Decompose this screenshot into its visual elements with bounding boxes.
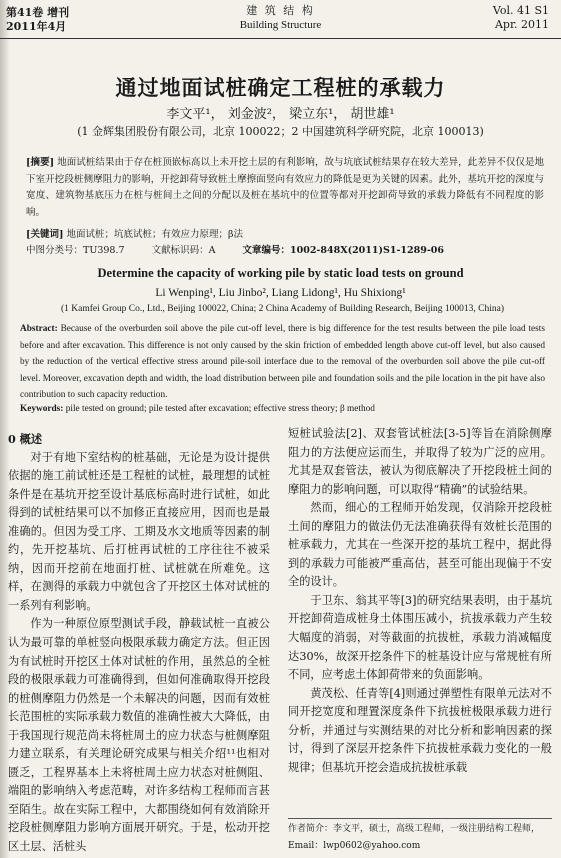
body-paragraph: 作为一种原位原型测试手段，静载试桩一直被公认为最可靠的单桩竖向极限承载力确定方法。但正因为有试桩时开挖区土体对试桩的作用，虽然总的全桩段的极限承载力可准确得到，但如何准确取得开挖段的桩侧摩阻力仍然是一个未解决的问题，因而有效桩长范围桩的实际承载力数值的准确性被大大降低，由于我国现行规范尚未将桩周土的应力状态与桩侧摩阻力建立联系，有关理论研究成果与相关介绍¹¹也相对匮乏，工程界基本上未将桩周土应力状态对桩侧阻、端阻的影响纳入考虑范畴，对许多结构工程师而言甚至陌生。故在实际工程中，大都围绕如何有效消除开挖段桩侧摩阻力影响方面展开研究。于是，松动开挖区土层、活桩头 — [8, 617, 270, 854]
english-title: Determine the capacity of working pile by static load tests on ground — [97, 266, 464, 280]
body-paragraph: 黄茂松、任青等[4]则通过弹塑性有限单元法对不同开挖宽度和理置深度条件下抗拔桩极限承载力进行分析，并通过与实测结果的对比分析和影响因素的探讨，得到了深层开挖条件下抗拔桩承载力变化的一般规律；但基坑开挖会造成抗拔桩承载 — [288, 686, 552, 774]
document-code: 文献标识码：A — [151, 245, 216, 256]
english-abstract — [20, 321, 545, 404]
body-paragraph: 对于有地下室结构的桩基础，无论是为设计提供依据的施工前试桩还是工程桩的试桩，最理想的试桩条件是在基坑开挖至设计基底标高时进行试桩，如此得到的试桩结果可以不加修正直接应用，因而也是最准确的。但因为受工序、工期及水文地质等因素的制约，先开挖基坑、后打桩再试桩的工序往往不被采纳，因而开挖前在地面打桩、试桩就在所难免。这样，在测得的承载力中就包含了开挖区土体对试桩的一系列有利影响。 — [8, 450, 270, 612]
english-keywords — [20, 404, 545, 414]
english-keywords-label: Keywords: — [20, 404, 64, 414]
abstract-cn-label: [摘要] — [26, 157, 55, 168]
keywords-cn — [26, 226, 544, 240]
date-cn: 2011年4月 — [6, 20, 67, 33]
clc-number: 中图分类号：TU398.7 — [26, 245, 125, 256]
body-paragraph: 短桩试验法[2]、双套管试桩法[3-5]等旨在消除侧摩阻力的方法便应运而生，并取得了较为广泛的应用。尤其是双套管法，被认为彻底解决了开挖段桩土间的摩阻力的影响问题，可以取得“精确”的试验结果。 — [288, 427, 552, 496]
body-column-right — [288, 425, 552, 777]
abstract-cn-text: 地面试桩结果由于存在桩顶嵌标高以上未开挖土层的有利影响，故与坑底试桩结果存在较大差异，此差异不仅仅是地下室开挖段桩侧摩阻力的影响，开挖卸荷导致桩土摩擦面竖向有效应力的降低是更为关键的因素。此外，基坑开挖的深度与宽度、建筑物基底压力在桩与桩间土之间的分配以及桩在基坑中的位置等都对开挖卸荷导致的承载力降低有不同程度的影响。 — [26, 157, 544, 218]
english-affiliation: (1 Kamfei Group Co., Ltd., Beijing 100022, China; 2 China Academy of Building Research, Beijing 100013, China) — [60, 304, 504, 314]
volume-cn: 第41卷 增刊 — [6, 6, 70, 19]
section-heading: 0 概述 — [8, 432, 43, 446]
journal-volume-right — [493, 4, 549, 32]
body-paragraph: 然而，细心的工程师开始发现，仅消除开挖段桩土间的摩阻力的做法仍无法准确获得有效桩长范围的桩承载力，尤其在一些深开挖的基坑工程中，据此得到的承载力可能被严重高估，甚至可能出现偏于不安全的设计。 — [288, 501, 552, 589]
journal-name-cn: 建 筑 结 构 — [246, 4, 315, 17]
classification-line — [26, 242, 544, 256]
body-column-left — [8, 430, 270, 857]
affiliation: (1 金辉集团股份有限公司，北京 100022；2 中国建筑科学研究院，北京 100013) — [77, 125, 484, 138]
volume-en: Vol. 41 S1 — [492, 4, 549, 17]
english-authors: Li Wenping¹, Liu Jinbo², Liang Lidong¹, Hu Shixiong¹ — [155, 287, 406, 299]
english-abstract-label: Abstract: — [20, 324, 58, 334]
author-list: 李文平¹， 刘金波²， 梁立东¹， 胡世雄¹ — [166, 107, 395, 122]
journal-name-en: Building Structure — [239, 19, 322, 31]
keywords-cn-text: 地面试桩；坑底试桩；有效应力原理；β法 — [66, 229, 244, 240]
article-number: 文章编号：1002-848X(2011)S1-1289-06 — [242, 245, 445, 256]
author-footnote: 作者简介：李文平，硕士，高级工程师，一级注册结构工程师，Email：lwp0602@yahoo.com — [288, 818, 552, 855]
body-paragraph: 于卫东、翁其平等[3]的研究结果表明，由于基坑开挖卸荷造成桩身土体围压减小，抗拔承载力产生较大幅度的消弱，对等截面的抗拔桩，承载力消减幅度达30%，故深开挖条件下的桩基设计应与常规桩有所不同，应考虑土体卸荷带来的负面影响。 — [288, 593, 552, 682]
abstract-cn — [26, 155, 544, 221]
english-abstract-text: Because of the overburden soil above the pile cut-off level, there is big difference for the test results between the pile load tests before and after excavation. This difference is not only caused by the skin friction of embedded length above cut-off level, but also caused by the reduction of the vertical effective stress around pile-soil interface due to the removal of the overburden soil above the pile cut-off level. Moreover, excavation depth and width, the load distribution between pile and foundation soils and the pile location in the pit have also contribution to such capacity reduction. — [20, 324, 545, 401]
english-keywords-text: pile tested on ground; pile tested after excavation; effective stress theory; β method — [65, 404, 375, 414]
journal-name — [0, 4, 561, 32]
date-en: Apr. 2011 — [494, 18, 549, 31]
keywords-cn-label: [关键词] — [26, 229, 64, 240]
header-rule — [0, 38, 561, 39]
paper-title: 通过地面试桩确定工程桩的承载力 — [115, 75, 446, 100]
